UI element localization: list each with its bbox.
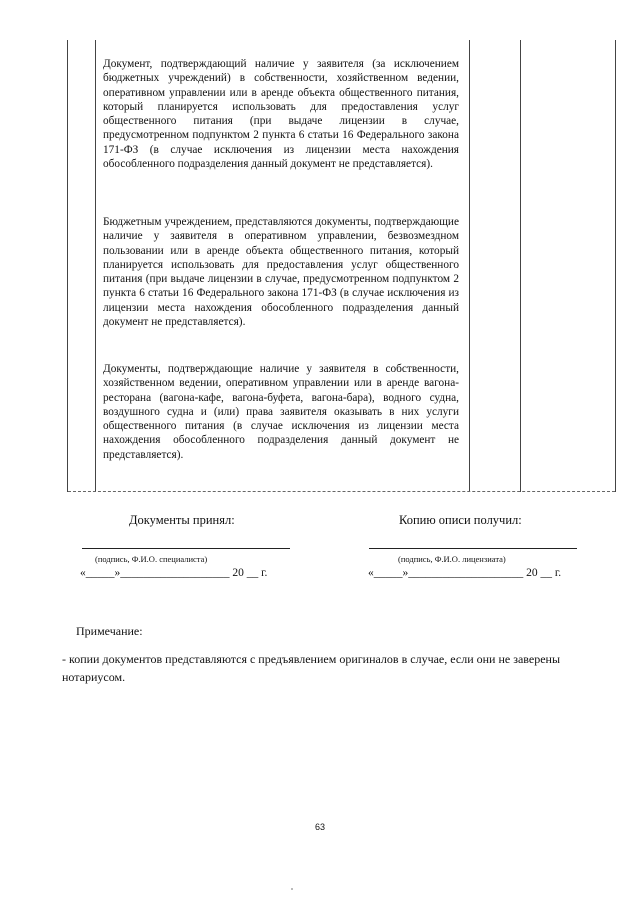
right-date-field: «_____»____________________ 20 __ г.: [368, 567, 562, 579]
paragraph-budget-institution: Бюджетным учреждением, представляются документы, подтверждающие наличие у заявителя в оперативном управлении, безвозмездном пользовании или в аренде объекта общественного питания, который планируется использовать для предоставления услуг общественного питания (при выдаче лицензии в случае, предусмотренном подпунктом 2 пункта 6 статьи 16 Федерального закона 171-ФЗ (в случае исключения из лицензии места нахождения обособленного подразделения данный документ не представляется).: [103, 216, 459, 329]
table-column-divider: [469, 40, 470, 492]
right-signature-caption: (подпись, Ф.И.О. лицензиата): [398, 554, 506, 564]
note-heading: Примечание:: [76, 624, 143, 638]
table-cell-paragraph: [103, 57, 459, 171]
table-column-divider: [520, 40, 521, 492]
left-signature-caption: (подпись, Ф.И.О. специалиста): [95, 554, 208, 564]
paragraph-transport-catering: Документы, подтверждающие наличие у заявителя в собственности, хозяйственном ведении, оперативном управлении или в аренде вагона-ресторана (вагона-кафе, вагона-буфета, вагона-бара), водного судна, воздушного судна и (или) права заявителя оказывать в них услуги общественного питания (в случае исключения из лицензии места нахождения обособленного подразделения данный документ не представляется).: [103, 363, 459, 461]
right-signature-line: [369, 548, 577, 549]
table-cell-paragraph: [103, 362, 459, 462]
paragraph-owned-premises: Документ, подтверждающий наличие у заявителя (за исключением бюджетных учреждений) в собственности, хозяйственном ведении, оперативном управлении или в аренде объекта общественного питания, который планируется использовать для предоставления услуг общественного питания (при выдаче лицензии в случае, предусмотренном подпунктом 2 пункта 6 статьи 16 Федерального закона 171-ФЗ (в случае исключения из лицензии места нахождения обособленного подразделения данный документ не представляется).: [103, 58, 459, 171]
scan-speck: [291, 888, 293, 890]
table-column-divider: [95, 40, 96, 492]
left-signature-title: Документы принял:: [129, 513, 235, 527]
table-cell-paragraph: [103, 215, 459, 329]
page-number: 63: [314, 822, 325, 832]
note-text: - копии документов представляются с предъявлением оригиналов в случае, если они не заверены нотариусом.: [62, 652, 561, 684]
right-signature-title: Копию описи получил:: [399, 513, 522, 527]
left-date-field: «_____»___________________ 20 __ г.: [80, 567, 268, 579]
left-signature-line: [82, 548, 290, 549]
table-bottom-border: [68, 491, 615, 492]
